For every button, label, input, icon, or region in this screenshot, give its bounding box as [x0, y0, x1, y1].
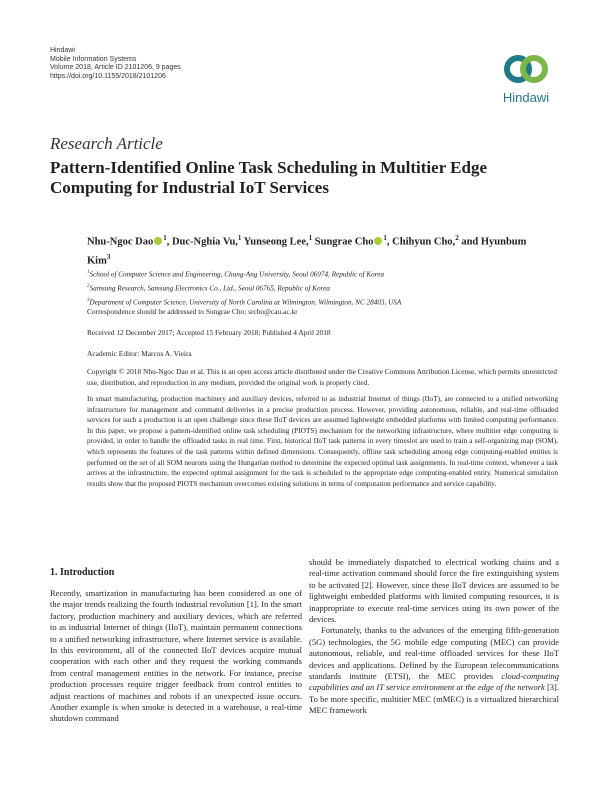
author-name: Chihyun Cho, — [392, 236, 456, 248]
affiliation-marker: 3 — [87, 297, 90, 303]
orcid-icon[interactable] — [374, 237, 382, 245]
section-heading: 1. Introduction — [50, 567, 115, 578]
author-affiliation-marker: 2 — [455, 234, 459, 242]
author-name: Sungrae Cho — [314, 236, 374, 248]
author-name: Yunseong Lee, — [243, 236, 309, 248]
author-name: Nhu-Ngoc Dao — [87, 236, 154, 248]
text-run: Fortunately, thanks to the advances of the emerging fifth-generation (5G) technologies, the 5G mobile edge computing (MEC) can provide autonomous, reliable, and real-time offloaded services for these IIoT devices and applications. Defined by the European telecommunications standards institute (ETSI), the MEC provides — [309, 625, 559, 682]
author-affiliation-marker: 1 — [308, 234, 313, 242]
journal-info — [50, 47, 181, 81]
author-name: and Hyunbum Kim — [87, 236, 527, 266]
academic-editor: Academic Editor: Marcos A. Vieira — [87, 349, 192, 358]
intro-left-column — [50, 588, 302, 725]
correspondence: Correspondence should be addressed to Sungrae Cho; srcho@cau.ac.kr — [87, 307, 298, 316]
affiliation-marker: 1 — [87, 270, 90, 275]
paper-title: Pattern-Identified Online Task Scheduling in Multitier Edge Computing for Industrial IoT Services — [50, 158, 488, 197]
publisher-name: Hindawi — [50, 47, 75, 54]
intro-paragraph: should be immediately dispatched to electrical working chains and a real-time activation command should force the fire extinguishing system to be activated [2]. However, since these IIoT devices are assumed to be lightweight embedded platforms with limited computing resources, it is inappropriate to execute real-time services using its own power of the devices. — [309, 557, 559, 625]
article-type: Research Article — [50, 134, 163, 153]
logo-wordmark: Hindawi — [502, 90, 550, 105]
affiliation-line: $^3$Department of Computer Science, University of North Carolina at Wilmington, Wilmington, NC 28403, USA — [87, 297, 402, 307]
author-affiliation-marker: 1 — [383, 234, 387, 242]
intro-right-column — [309, 557, 559, 717]
text-run: [3]. To be more specific, multitier MEC (mMEC) is a virtualized hierarchical MEC framework — [309, 682, 559, 716]
author-affiliation-marker: 3 — [106, 252, 111, 261]
orcid-icon[interactable] — [154, 237, 162, 245]
copyright-notice: Copyright © 2018 Nhu-Ngoc Dao et al. This is an open access article distributed under the Creative Commons Attribution License, which permits unrestricted use, distribution, and reproduction in any medium, provided the original work is properly cited. — [87, 367, 557, 387]
intro-paragraph: Recently, smartization in manufacturing has been considered as one of the major trends realizing the fourth industrial revolution [1]. In the smart factory, production machinery and auxiliary devices, which are referred to as industrial Internet of things (IIoT), maintain permanent connections to a unified networking infrastructure, where Internet service is available. In this environment, all of the connected IIoT devices acquire mutual cooperation with each other and they request the working commands from central management entities in the network. For instance, precise production processes require trigger feedback from control entities to adjust reactions of machines and robots if an unexpected issue occurs. Another example is when smoke is detected in a warehouse, a real-time shutdown command — [50, 588, 302, 724]
affiliation-marker: 2 — [87, 283, 90, 289]
volume-info: Volume 2018, Article ID 2101206, 9 pages — [50, 64, 181, 72]
affiliations — [87, 267, 557, 309]
affiliation-line: $^2$Samsung Research, Samsung Electronics Co., Ltd., Seoul 06765, Republic of Korea — [87, 283, 330, 293]
affiliation-line: $^1$School of Computer Science and Engineering, Chung-Ang University, Seoul 06974, Republic of Korea — [87, 270, 385, 279]
abstract: In smart manufacturing, production machinery and auxiliary devices, referred to as industrial Internet of things (IIoT), are connected to a unified networking infrastructure for management and command deliveries in a precise production process. However, providing autonomous, reliable, and real-time offloaded services for such a production is an open challenge since these IIoT devices are assumed lightweight embedded platforms with limited computing performance. In this paper, we propose a pattern-identified online task scheduling (PIOTS) mechanism for the networking infrastructure, where multitier edge computing is provided, in order to handle the offloaded tasks in real time. First, historical IIoT task patterns in every timeslot are used to train a self-organizing map (SOM), which represents the features of the task patterns within defined dimensions. Consequently, offline task scheduling among edge computing-enabled entities is performed on the set of all SOM neurons using the Hungarian method to determine the expected optimal task assignments. In real-time context, whenever a task arrives at the infrastructure, the expected optimal assignment for the task is scheduled to the appropriate edge computing-enabled entity. Numerical simulation results show that the proposed PIOTS mechanism overcomes existing solutions in terms of computation performance and service capability. — [87, 394, 558, 488]
definition-italic: cloud-computing capabilities and an IT service environment at the edge of the network — [309, 671, 559, 693]
author-list: Nhu-Ngoc Dao $^1$, Duc-Nghia Vu,$^1$ Yunseong Lee,$^1$ Sungrae Cho $^1$, Chihyun Cho,$^2$ and Hyunbum Kim$^3$ — [87, 234, 527, 266]
journal-name: Mobile Information Systems — [50, 55, 137, 63]
author-affiliation-marker: 1 — [163, 234, 167, 242]
author-affiliation-marker: 1 — [237, 234, 242, 242]
publication-dates: Received 12 December 2017; Accepted 15 February 2018; Published 4 April 2018 — [87, 328, 331, 337]
doi-link[interactable]: https://doi.org/10.1155/2018/2101206 — [50, 72, 166, 80]
author-name: Duc-Nghia Vu, — [171, 236, 238, 248]
intro-paragraph — [309, 625, 559, 716]
